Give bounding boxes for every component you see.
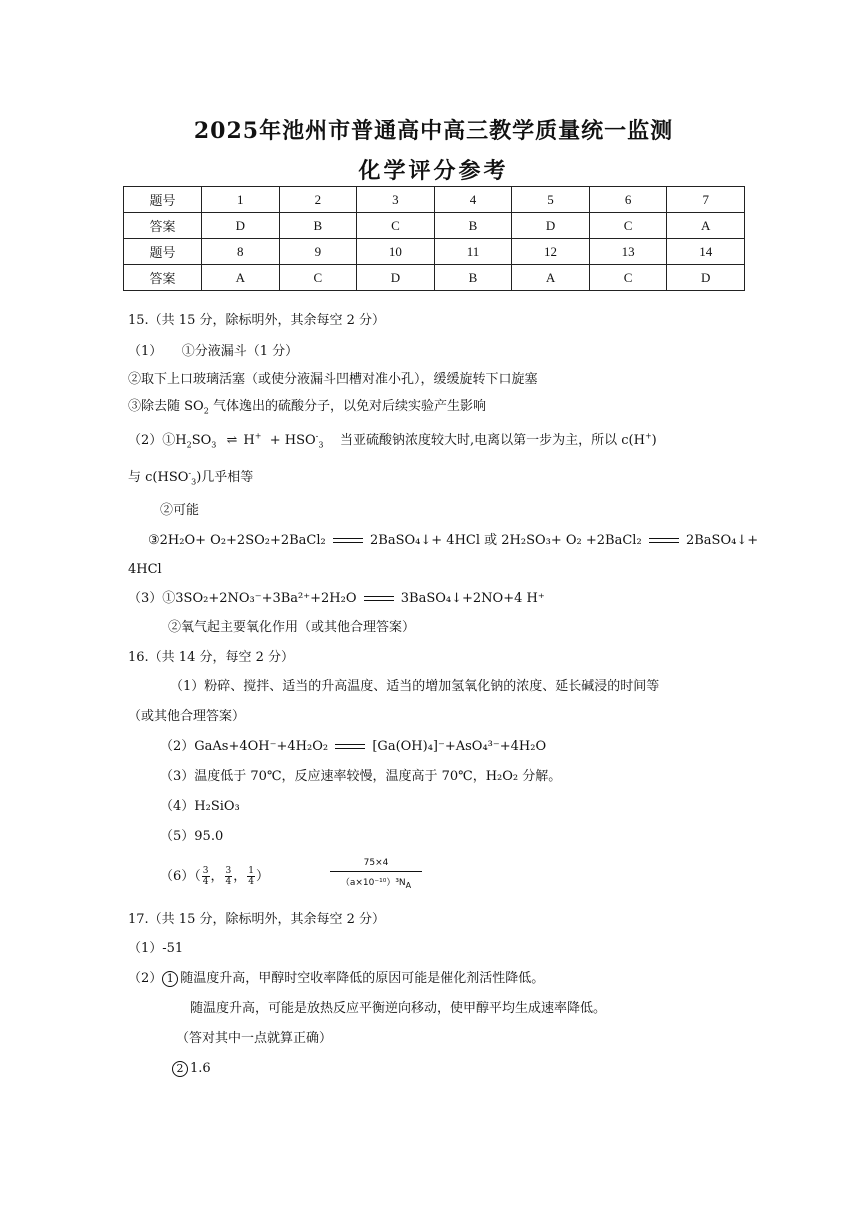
q15-part1-c-pre: ③除去随 SO	[128, 399, 204, 414]
q15-part1-c-post: 气体逸出的硫酸分子，以免对后续实验产生影响	[212, 399, 486, 414]
circled-number-one: 1	[162, 971, 178, 987]
q16-part1-b: （或其他合理答案）	[128, 709, 246, 724]
fraction: $\frac{3}{4}$	[225, 866, 232, 887]
q16-part3: （3）温度低于 70℃，反应速率较慢，温度高于 70℃，H₂O₂ 分解。	[160, 769, 562, 784]
q15-part2-b-post: )几乎相等	[196, 470, 254, 485]
density-numerator: 75×4	[330, 858, 422, 872]
q15-part1-b: ②取下上口玻璃活塞（或使分液漏斗凹槽对准小孔），缓缓旋转下口旋塞	[128, 372, 538, 387]
table-cell: 6	[589, 187, 667, 213]
q15-part2-d-mid: 2BaSO₄↓+ 4HCl 或 2H₂SO₃+ O₂ +2BaCl₂	[370, 533, 642, 548]
table-cell: 14	[667, 239, 745, 265]
table-cell: 5	[512, 187, 590, 213]
q17-part2-b: 随温度升高，可能是放热反应平衡逆向移动，使甲醇平均生成速率降低。	[190, 1001, 607, 1016]
table-cell: A	[202, 265, 280, 291]
q15-part2-e: 4HCl	[128, 562, 162, 577]
q15-part2-d-right: 2BaSO₄↓+	[685, 533, 759, 548]
row-label: 答案	[124, 265, 202, 291]
table-cell: 7	[667, 187, 745, 213]
q17-part2-a	[128, 970, 544, 988]
q15-part3-a-left: （3）①3SO₂+2NO₃⁻+3Ba²⁺+2H₂O	[128, 591, 357, 606]
q15-part2-d-left: ③2H₂O+ O₂+2SO₂+2BaCl₂	[148, 533, 326, 548]
table-cell: 8	[202, 239, 280, 265]
table-row	[124, 213, 745, 239]
table-cell: 10	[357, 239, 435, 265]
page-title: 2025年池州市普通高中高三教学质量统一监测	[193, 118, 674, 144]
q17-part2-d	[172, 1060, 211, 1078]
q15-part1-c: ③除去随 $SO_2$ 气体逸出的硫酸分子，以免对后续实验产生影响	[128, 399, 486, 416]
table-cell: C	[357, 213, 435, 239]
table-cell: C	[279, 265, 357, 291]
table-cell: D	[357, 265, 435, 291]
table-row	[124, 265, 745, 291]
fraction: $\frac{3}{4}$	[202, 866, 209, 887]
density-formula	[330, 858, 422, 888]
equals-sign-icon	[364, 594, 394, 604]
q16-part5: （5）95.0	[160, 829, 224, 844]
circled-number-two: 2	[172, 1061, 188, 1077]
table-cell: D	[202, 213, 280, 239]
row-label: 答案	[124, 213, 202, 239]
q16-part2	[160, 738, 546, 756]
table-cell: 1	[202, 187, 280, 213]
q15-part2-a-mid: 当亚硫酸钠浓度较大时,电离以第一步为主，所以 c(H	[340, 433, 645, 448]
q15-heading: 15.（共 15 分，除标明外，其余每空 2 分）	[128, 313, 386, 328]
q15-part2-a-lead: （2）①H	[128, 433, 187, 448]
table-cell: 3	[357, 187, 435, 213]
q15-part2-d	[148, 532, 758, 550]
table-cell: B	[434, 265, 512, 291]
table-cell: 2	[279, 187, 357, 213]
table-cell: B	[279, 213, 357, 239]
table-cell: C	[589, 213, 667, 239]
table-cell: D	[512, 213, 590, 239]
table-cell: D	[667, 265, 745, 291]
q15-part2-b: 与 $c(HSO^-_3)$几乎相等	[128, 468, 254, 487]
row-label: 题号	[124, 187, 202, 213]
table-row	[124, 187, 745, 213]
table-cell: A	[512, 265, 590, 291]
answer-table	[123, 186, 745, 291]
equals-sign-icon	[335, 742, 365, 752]
q17-heading: 17.（共 15 分，除标明外，其余每空 2 分）	[128, 912, 386, 927]
q15-part2-c: ②可能	[160, 503, 200, 518]
equals-sign-icon	[649, 536, 679, 546]
q16-part6: （6）（ $\frac{3}{4}$ ， $\frac{3}{4}$ ， $\frac{1}{4}$ ）	[160, 866, 270, 887]
q15-part1-a: （1） ①分液漏斗（1 分）	[128, 344, 299, 359]
q17-part2-c: （答对其中一点就算正确）	[176, 1031, 333, 1046]
density-denominator: $(a\times 10^{-10})^3N_A$	[340, 878, 412, 890]
q15-part3-a-right: 3BaSO₄↓+2NO+4 H⁺	[400, 591, 545, 606]
q16-heading: 16.（共 14 分，每空 2 分）	[128, 650, 295, 665]
table-cell: C	[589, 265, 667, 291]
fraction: $\frac{1}{4}$	[248, 866, 255, 887]
q15-part3-a	[128, 590, 545, 608]
table-cell: 12	[512, 239, 590, 265]
q17-part2-a-text: 随温度升高，甲醇时空收率降低的原因可能是催化剂活性降低。	[180, 971, 545, 986]
q15-part3-b: ②氧气起主要氧化作用（或其他合理答案）	[168, 620, 416, 635]
table-cell: A	[667, 213, 745, 239]
table-cell: B	[434, 213, 512, 239]
table-row	[124, 239, 745, 265]
table-cell: 13	[589, 239, 667, 265]
page-subtitle: 化学评分参考	[358, 158, 509, 184]
q17-part2-d-text: 1.6	[190, 1061, 211, 1076]
q17-part2-lead: （2）	[128, 971, 163, 986]
table-cell: 9	[279, 239, 357, 265]
q16-part6-lead: （6）（	[160, 869, 201, 884]
reversible-arrow-icon: ⇌	[226, 433, 238, 448]
table-cell: 4	[434, 187, 512, 213]
table-cell: 11	[434, 239, 512, 265]
q15-part2-b-pre: 与 c(HSO	[128, 470, 189, 485]
q16-part1-a: （1）粉碎、搅拌、适当的升高温度、适当的增加氢氧化钠的浓度、延长碱浸的时间等	[170, 679, 660, 694]
q16-part4: （4）H₂SiO₃	[160, 799, 240, 814]
q16-part2-right: [Ga(OH)₄]⁻+AsO₄³⁻+4H₂O	[372, 739, 547, 754]
q17-part1: （1）-51	[128, 941, 184, 956]
q15-part2-a: $(2)①H_2SO_3$ ⇌ $H^+ + HSO^-_3$ 当亚硫酸钠浓度较大时,电离以第一步为主，所以 c(H+)	[128, 431, 657, 450]
equals-sign-icon	[333, 536, 363, 546]
q16-part2-left: （2）GaAs+4OH⁻+4H₂O₂	[160, 739, 329, 754]
row-label: 题号	[124, 239, 202, 265]
